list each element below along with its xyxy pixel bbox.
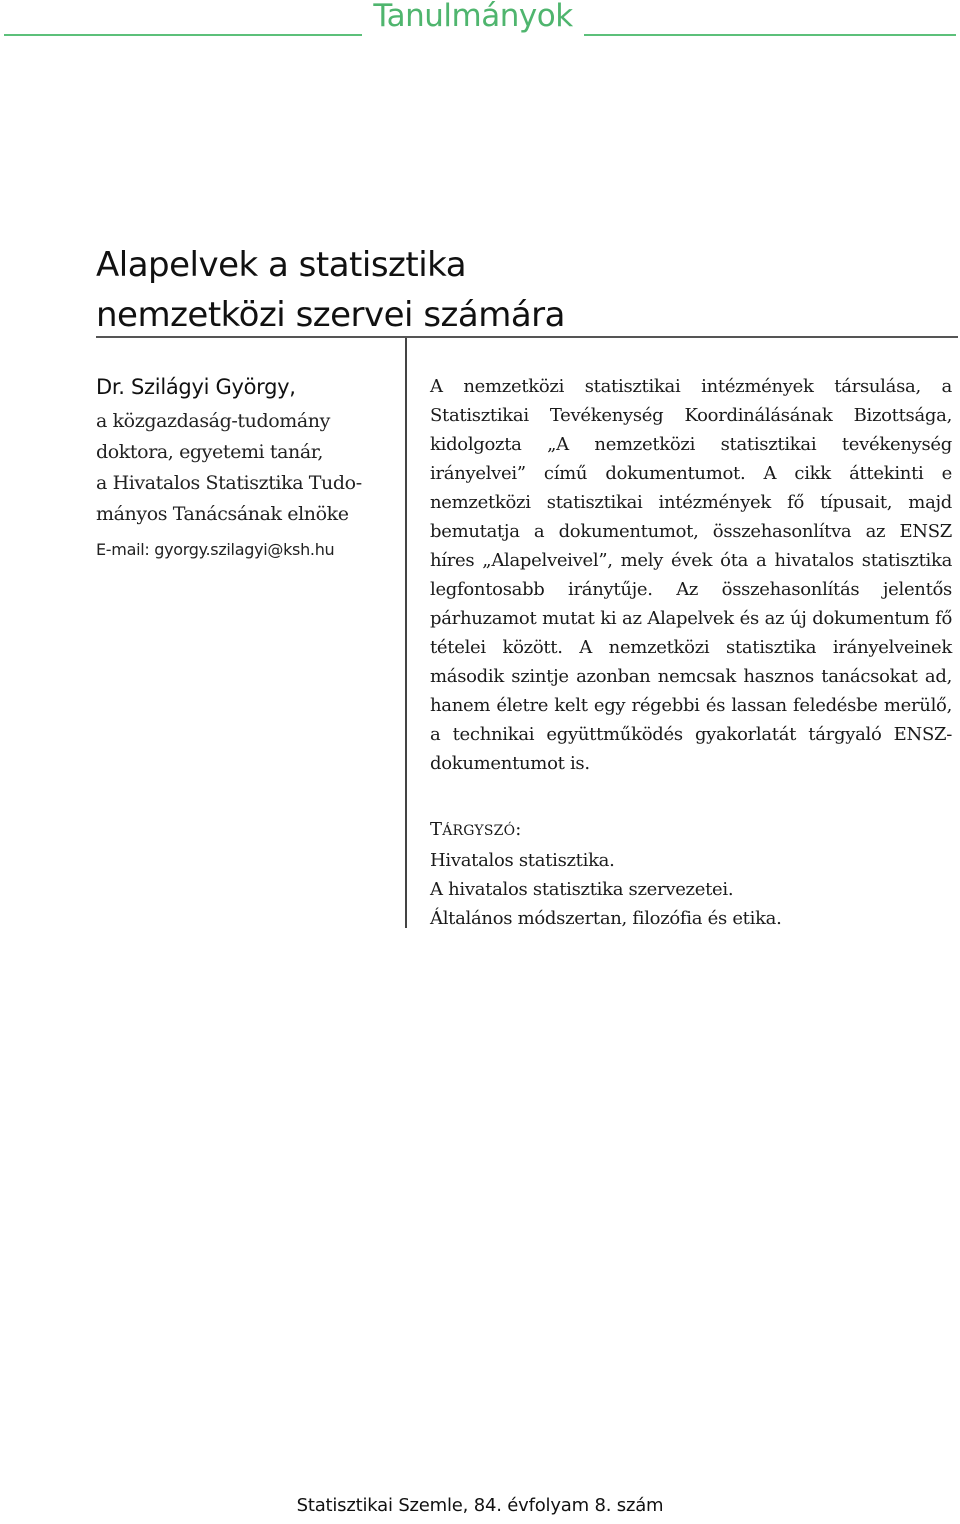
affiliation-line: a Hivatalos Statisztika Tudo- [96, 472, 362, 494]
keywords-label [430, 815, 952, 846]
section-label: Tanulmányok [373, 0, 573, 34]
title-line-2: nemzetközi szervei számára [96, 295, 565, 335]
column-divider [405, 338, 407, 928]
keywords-block [430, 815, 952, 933]
affiliation-line: a közgazdaság-tudomány [96, 410, 330, 432]
affiliation-line: doktora, egyetemi tanár, [96, 441, 324, 463]
author-block [96, 372, 386, 564]
header-rule-right [584, 34, 956, 36]
article-title [96, 240, 565, 340]
keyword-item: A hivatalos statisztika szervezetei. [430, 879, 734, 900]
abstract-text: A nemzetközi statisztikai intézmények társulása, a Statisztikai Tevékenység Koordinálásának Bizottsága, kidolgozta „A nemzetközi statisztikai tevékenység irányelvei” című dokumentumot. A cikk áttekinti e nemzetközi statisztikai intézmények fő típusait, majd bemutatja a dokumentumot, összehasonlítva az ENSZ híres „Alapelveivel”, mely évek óta a hivatalos statisztika legfontosabb iránytűje. Az összehasonlítás jelentős párhuzamot mutat ki az Alapelvek és az új dokumentum fő tételei között. A nemzetközi statisztika irányelveinek második szintje azonban nemcsak hasznos tanácsokat ad, hanem életre kelt egy régebbi és lassan feledésbe merülő, a technikai együttműködés gyakorlatát tárgyaló ENSZ-dokumentumot is. [430, 376, 952, 774]
section-header [0, 0, 960, 40]
keywords-label-smallcaps: ÁRGYSZÓ [442, 823, 516, 839]
keyword-item: Általános módszertan, filozófia és etika. [430, 908, 782, 929]
affiliation-line: mányos Tanácsának elnöke [96, 503, 349, 525]
keyword-item: Hivatalos statisztika. [430, 850, 615, 871]
header-rule-left [4, 34, 362, 36]
keywords-label-initial: T [430, 819, 443, 840]
journal-footer: Statisztikai Szemle, 84. évfolyam 8. szám [296, 1495, 664, 1516]
author-name: Dr. Szilágyi György, [96, 375, 296, 399]
title-line-1: Alapelvek a statisztika [96, 245, 467, 285]
title-divider [96, 336, 958, 338]
keywords-label-colon: : [515, 819, 522, 840]
author-email: E-mail: gyorgy.szilagyi@ksh.hu [96, 540, 335, 559]
author-affiliation [96, 406, 386, 530]
